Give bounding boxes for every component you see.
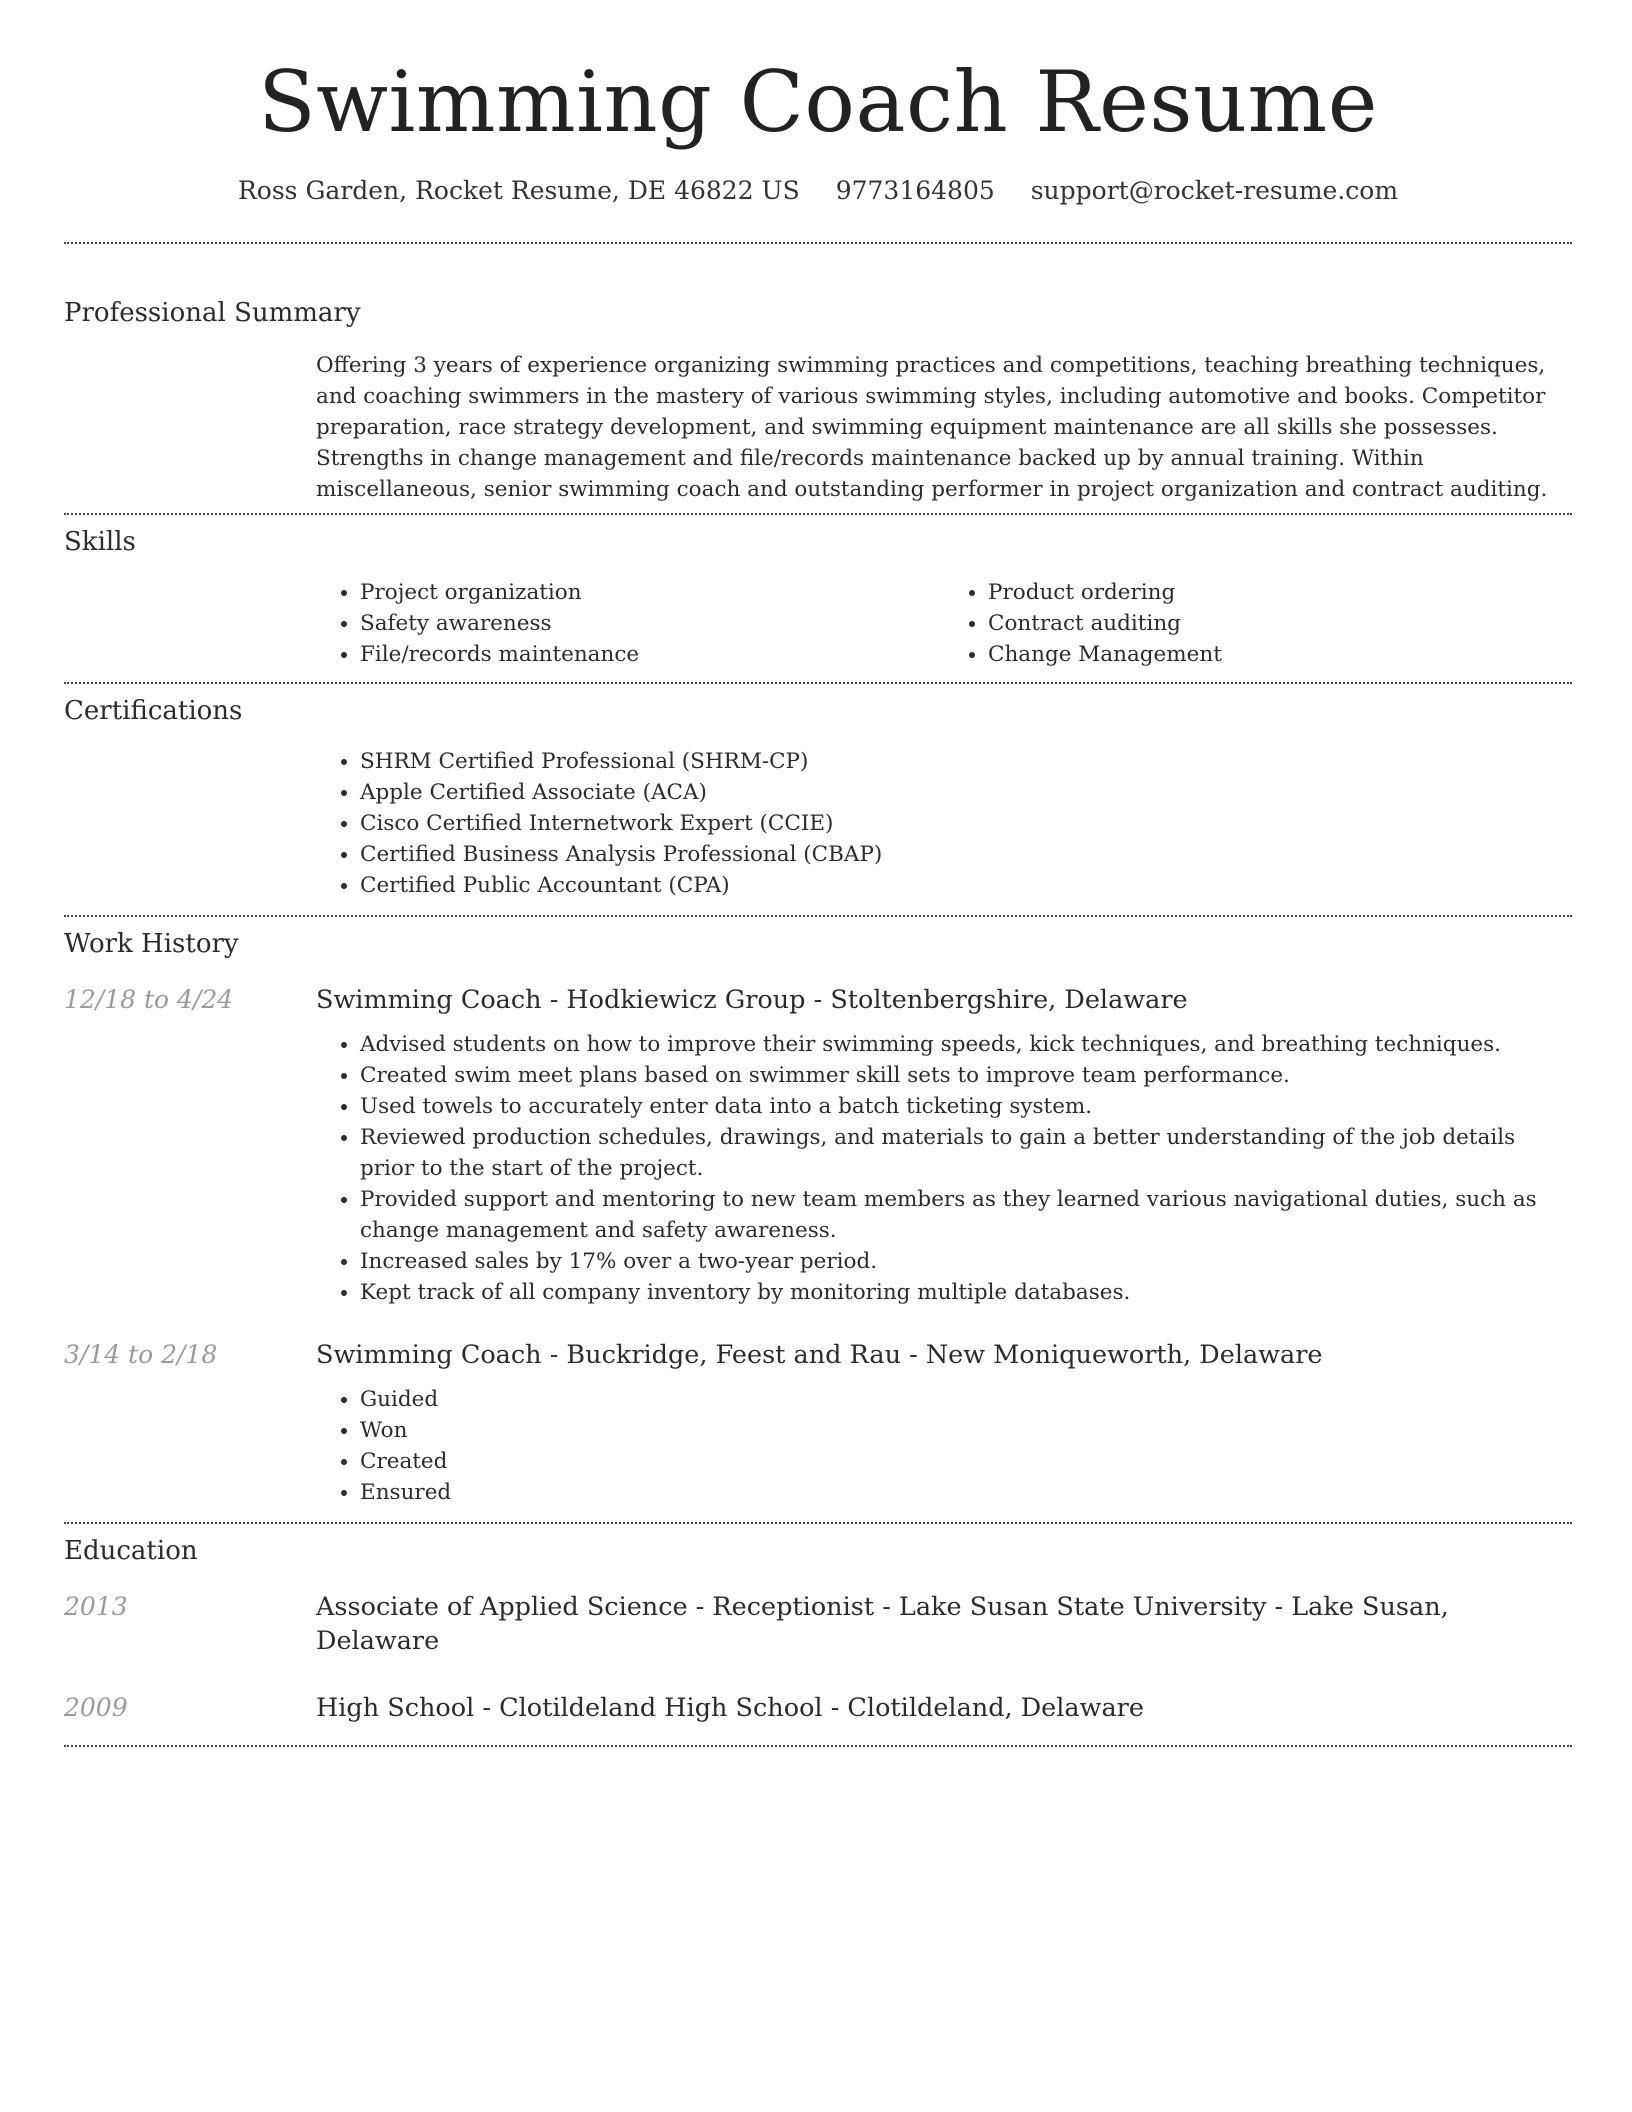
contact-address: Ross Garden, Rocket Resume, DE 46822 US [237,176,800,205]
contact-line [64,174,1572,208]
job-bullet: • Increased sales by 17% over a two-year period. [360,1246,1572,1277]
skill-item: • Project organization [360,577,944,608]
education-year: 2009 [64,1693,128,1722]
job-bullet: • Created [360,1446,1572,1477]
job-bullet: • Kept track of all company inventory by monitoring multiple databases. [360,1277,1572,1308]
education-detail: Associate of Applied Science - Receptionist - Lake Susan State University - Lake Susan, Delaware [316,1592,1449,1656]
job-dates: 12/18 to 4/24 [64,985,234,1014]
skill-item: • File/records maintenance [360,639,944,670]
certification-item: • Apple Certified Associate (ACA) [360,777,1572,808]
skills-list-left [316,577,944,670]
job-title: Swimming Coach - Hodkiewicz Group - Stoltenbergshire, Delaware [316,985,1188,1015]
job-entry [64,1338,1572,1372]
job-bullet: • Created swim meet plans based on swimmer skill sets to improve team performance. [360,1060,1572,1091]
job-bullet: • Ensured [360,1477,1572,1508]
skill-item: • Product ordering [988,577,1572,608]
work-history-heading: Work History [64,929,239,959]
job-bullet: • Reviewed production schedules, drawings, and materials to gain a better understanding of the job details prior to the start of the project. [360,1122,1572,1184]
section-divider [64,1745,1572,1747]
certifications-section [64,684,1572,901]
job-bullet: • Advised students on how to improve their swimming speeds, kick techniques, and breathing techniques. [360,1029,1572,1060]
work-history-section [64,917,1572,1508]
certifications-heading: Certifications [64,696,243,726]
job-bullet: • Guided [360,1384,1572,1415]
skills-grid [316,577,1572,670]
education-entry [64,1691,1572,1725]
certifications-list [316,746,1572,901]
summary-heading: Professional Summary [64,298,361,328]
skills-list-right [944,577,1572,670]
skills-heading: Skills [64,527,136,557]
certification-item: • Certified Business Analysis Professional (CBAP) [360,839,1572,870]
job-dates: 3/14 to 2/18 [64,1340,218,1369]
job-title: Swimming Coach - Buckridge, Feest and Rau - New Moniqueworth, Delaware [316,1340,1323,1370]
summary-text: Offering 3 years of experience organizing swimming practices and competitions, teaching breathing techniques, and coaching swimmers in the mastery of various swimming styles, including automotive and books. Competitor preparation, race strategy development, and swimming equipment maintenance are all skills she possesses. Strengths in change management and file/records maintenance backed up by annual training. Within miscellaneous, senior swimming coach and outstanding performer in project organization and contract auditing. [316,353,1548,502]
education-entry [64,1590,1572,1658]
resume-page [64,0,1572,1747]
contact-email: support@rocket-resume.com [1030,176,1399,205]
job-entry [64,983,1572,1017]
job-bullet: • Provided support and mentoring to new team members as they learned various navigational duties, such as change management and safety awareness. [360,1184,1572,1246]
job-bullet: • Used towels to accurately enter data into a batch ticketing system. [360,1091,1572,1122]
resume-title: Swimming Coach Resume [258,53,1378,151]
job-bullets [316,1029,1572,1308]
education-section [64,1524,1572,1725]
skill-item: • Change Management [988,639,1572,670]
contact-phone: 9773164805 [835,176,995,205]
skill-item: • Contract auditing [988,608,1572,639]
education-heading: Education [64,1536,198,1566]
summary-section [64,244,1572,505]
certification-item: • Cisco Certified Internetwork Expert (CCIE) [360,808,1572,839]
certification-item: • Certified Public Accountant (CPA) [360,870,1572,901]
education-year: 2013 [64,1592,128,1621]
certification-item: • SHRM Certified Professional (SHRM-CP) [360,746,1572,777]
job-bullet: • Won [360,1415,1572,1446]
job-bullets [316,1384,1572,1508]
education-detail: High School - Clotildeland High School - Clotildeland, Delaware [316,1693,1144,1723]
skill-item: • Safety awareness [360,608,944,639]
skills-section [64,515,1572,670]
